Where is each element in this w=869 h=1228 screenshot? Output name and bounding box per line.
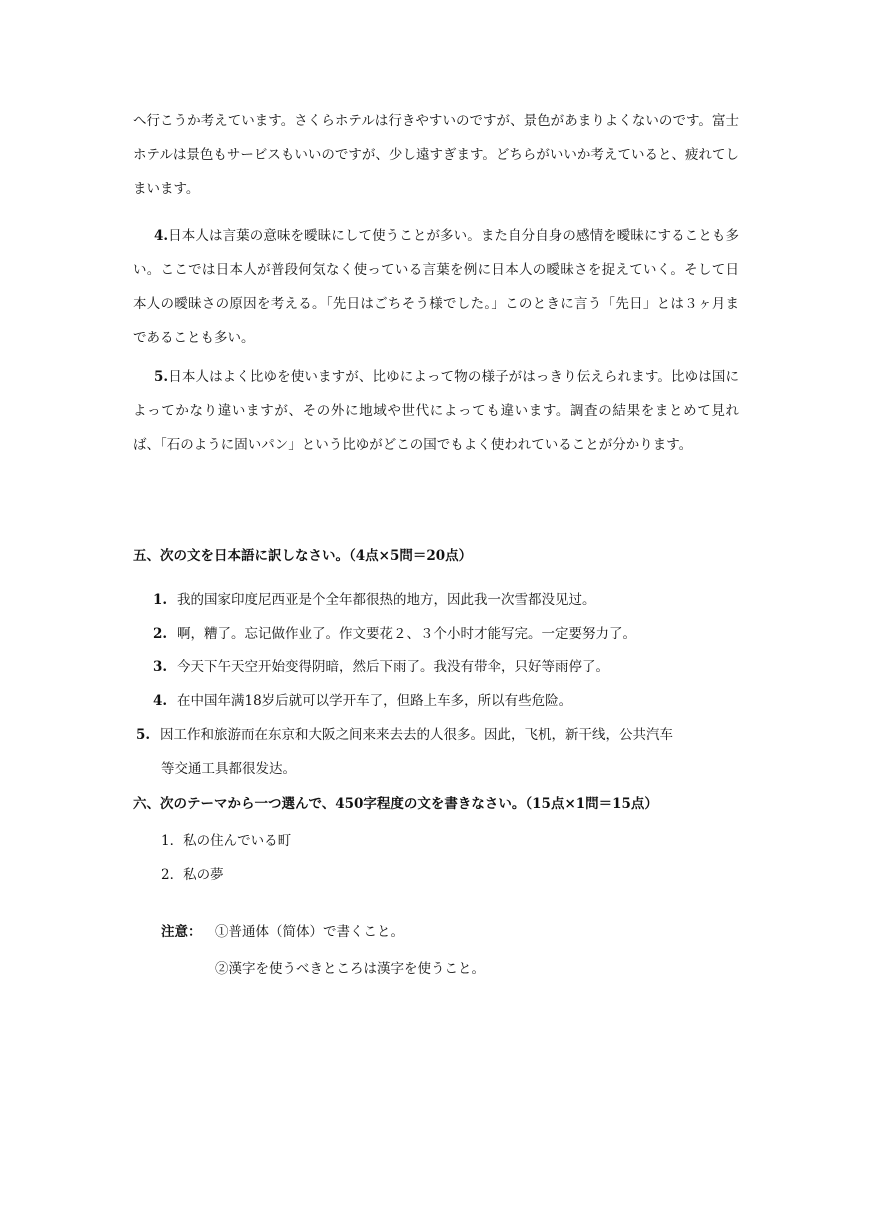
note-1: ①普通体（简体）で書くこと。 <box>215 924 404 940</box>
essay-theme-2: 2．私の夢 <box>161 867 224 883</box>
reading-paragraph-4 <box>133 219 739 355</box>
section-5-heading: 五、次の文を日本語に訳しなさい。（4点×5問＝20点） <box>133 548 473 564</box>
translation-item-2 <box>153 624 636 644</box>
item-text: 我的国家印度尼西亚是个全年都很热的地方，因此我一次雪都没见过。 <box>177 592 596 608</box>
paragraph-text: 日本人は言葉の意味を曖昧にして使うことが多い。また自分自身の感情を曖昧にすることも多い。ここでは日本人が普段何気なく使っている言葉を例に日本人の曖昧さを捉えていく。そして日本人の曖昧さの原因を考える。「先日はごちそう様でした。」このときに言う「先日」とは３ヶ月まであることも多い。 <box>133 228 739 346</box>
translation-item-5 <box>136 725 673 745</box>
item-text: 在中国年满18岁后就可以学开车了，但路上车多，所以有些危险。 <box>177 693 573 709</box>
note-2: ②漢字を使うべきところは漢字を使うこと。 <box>215 961 485 977</box>
essay-theme-1: 1．私の住んでいる町 <box>161 833 292 849</box>
translation-item-4 <box>153 691 572 711</box>
item-number: 4. <box>153 693 168 709</box>
item-number: 2. <box>153 626 168 642</box>
item-number: 1. <box>153 592 168 608</box>
item-text: 啊，糟了。忘记做作业了。作文要花２、３个小时才能写完。一定要努力了。 <box>177 626 636 642</box>
translation-item-3 <box>153 657 609 677</box>
paragraph-text: 日本人はよく比ゆを使いますが、比ゆによって物の様子がはっきり伝えられます。比ゆは国によってかなり違いますが、その外に地域や世代によっても違います。調査の結果をまとめて見れば、「石のように固いパン」という比ゆがどこの国でもよく使われていることが分かります。 <box>133 369 739 453</box>
reading-paragraph-5 <box>133 360 739 462</box>
translation-item-5-continued: 等交通工具都很发达。 <box>161 761 296 777</box>
item-text: 因工作和旅游而在东京和大阪之间来来去去的人很多。因此，飞机，新干线，公共汽车 <box>160 727 673 743</box>
paragraph-text: へ行こうか考えています。さくらホテルは行きやすいのですが、景色があまりよくないのです。富士ホテルは景色もサービスもいいのですが、少し遠すぎます。どちらがいいか考えていると、疲れてしまいます。 <box>133 113 739 197</box>
translation-item-1 <box>153 590 596 610</box>
note-label: 注意： <box>161 924 202 940</box>
paragraph-number: 4. <box>154 228 169 244</box>
paragraph-number: 5. <box>154 369 169 385</box>
reading-paragraph-3 <box>133 104 739 206</box>
item-text: 今天下午天空开始变得阴暗，然后下雨了。我没有带伞，只好等雨停了。 <box>177 659 609 675</box>
section-6-heading: 六、次のテーマから一つ選んで、450字程度の文を書きなさい。（15点×1問＝15点） <box>133 796 658 812</box>
item-number: 5. <box>136 727 151 743</box>
item-number: 3. <box>153 659 168 675</box>
